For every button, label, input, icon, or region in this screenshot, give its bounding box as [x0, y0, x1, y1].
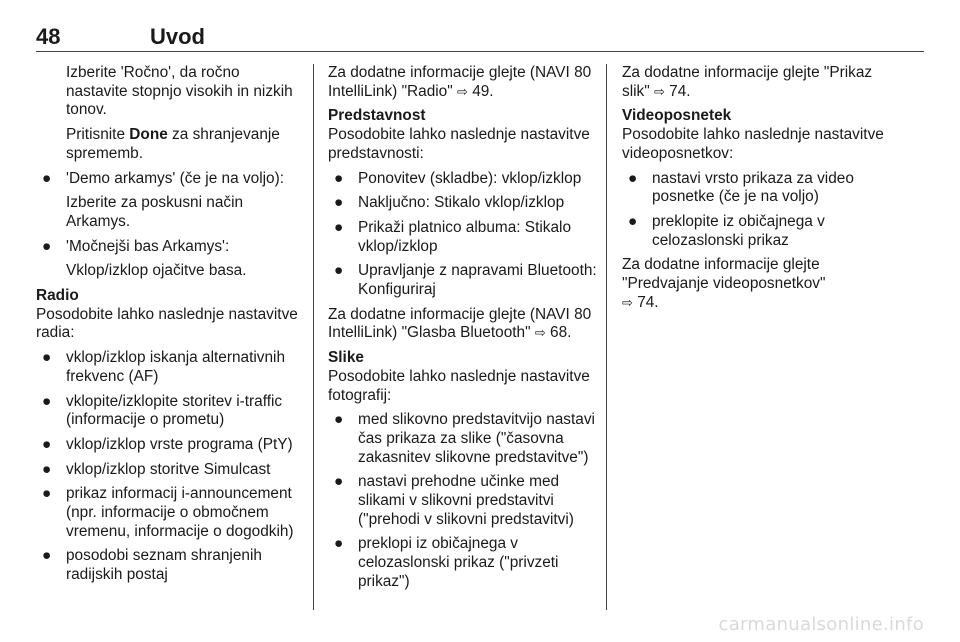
list-item: ● Upravljanje z napravami Bluetooth: Konfiguriraj — [334, 262, 597, 299]
section-heading-pictures: Slike — [328, 349, 364, 367]
bullet-icon: ● — [334, 535, 344, 553]
list-item: ● Prikaži platnico albuma: Stikalo vklop/izklop — [334, 218, 572, 255]
page-ref-arrow-icon: ⇨ — [457, 83, 468, 99]
media-intro: Posodobite lahko naslednje nastavitve predstavnosti: — [328, 126, 590, 162]
bullet-icon: ● — [42, 392, 52, 410]
bullet-icon: ● — [334, 411, 344, 429]
bullet-icon: ● — [334, 473, 344, 491]
page-number: 48 — [36, 24, 61, 49]
list-item: ● vklop/izklop vrste programa (PtY) — [42, 435, 293, 453]
bullet-icon: ● — [42, 349, 52, 367]
video-playback-reference: Za dodatne informacije glejte "Predvajanje videoposnetkov" ⇨ 74. — [622, 256, 826, 311]
bullet-icon: ● — [334, 194, 344, 212]
list-item: ● vklop/izklop storitve Simulcast — [42, 460, 271, 478]
list-item: ● 'Močnejši bas Arkamys': — [42, 237, 230, 255]
media-settings-list — [328, 170, 598, 300]
page-ref-arrow-icon: ⇨ — [622, 294, 633, 310]
list-item: ● preklopi iz običajnega v celozaslonski prikaz ("privzeti prikaz") — [334, 535, 559, 590]
arkamys-list — [36, 170, 304, 189]
list-item: ● 'Demo arkamys' (če je na voljo): — [42, 169, 284, 187]
radio-reference: Za dodatne informacije glejte (NAVI 80 IntelliLink) "Radio" ⇨ 49. — [328, 64, 592, 100]
column-3 — [622, 64, 894, 312]
list-item: ● Ponovitev (skladbe): vklop/izklop — [334, 169, 582, 187]
column-divider — [606, 64, 607, 610]
section-heading-media: Predstavnost — [328, 107, 426, 125]
column-2 — [328, 64, 598, 592]
section-heading-radio: Radio — [36, 287, 79, 305]
list-item: ● vklop/izklop iskanja alternativnih frekvenc (AF) — [42, 349, 286, 385]
pictures-intro: Posodobite lahko naslednje nastavitve fotografij: — [328, 367, 590, 404]
bullet-icon: ● — [42, 237, 52, 255]
bluetooth-music-reference: Za dodatne informacije glejte (NAVI 80 IntelliLink) "Glasba Bluetooth" ⇨ 68. — [328, 305, 592, 342]
paragraph-done: Pritisnite Done za shranjevanje sprememb. — [66, 126, 280, 162]
bullet-icon: ● — [42, 435, 52, 453]
picture-view-reference: Za dodatne informacije glejte "Prikaz slik" ⇨ 74. — [622, 64, 873, 100]
list-item: ● preklopite iz običajnega v celozaslonski prikaz — [628, 212, 825, 249]
bullet-icon: ● — [628, 169, 638, 187]
page-ref-arrow-icon: ⇨ — [534, 325, 546, 341]
list-item: ● prikaz informacij i-announcement (npr. informacije o območnem vremenu, informacije o dogodkih) — [42, 485, 294, 540]
watermark: carmanualsonline.info — [718, 614, 924, 635]
list-item: ● posodobi seznam shranjenih radijskih postaj — [42, 547, 262, 584]
list-item: ● nastavi vrsto prikaza za video posnetke (če je na voljo) — [628, 169, 854, 206]
bullet-icon: ● — [42, 547, 52, 565]
bass-list — [36, 238, 304, 257]
list-item: ● Naključno: Stikalo vklop/izklop — [334, 194, 565, 212]
done-keyword: Done — [129, 126, 168, 144]
list-item: ● med slikovno predstavitvijo nastavi čas prikaza za slike ("časovna zakasnitev slikovne predstavitve") — [334, 411, 595, 466]
paragraph-demo-arkamys: Izberite za poskusni način Arkamys. — [66, 194, 244, 230]
chapter-title: Uvod — [150, 24, 205, 49]
page-ref-arrow-icon: ⇨ — [653, 83, 665, 99]
list-item: ● vklopite/izklopite storitev i-traffic (informacije o prometu) — [42, 392, 283, 429]
bullet-icon: ● — [42, 169, 52, 187]
page-header — [36, 24, 924, 50]
bullet-icon: ● — [628, 212, 638, 230]
section-heading-video: Videoposnetek — [622, 107, 732, 125]
bullet-icon: ● — [42, 460, 52, 478]
video-intro: Posodobite lahko naslednje nastavitve videoposnetkov: — [622, 126, 884, 162]
paragraph-tone-manual: Izberite 'Ročno', da ročno nastavite stopnjo visokih in nizkih tonov. — [66, 64, 293, 119]
bullet-icon: ● — [42, 485, 52, 503]
header-divider — [36, 51, 924, 52]
paragraph-bass: Vklop/izklop ojačitve basa. — [66, 262, 247, 280]
column-divider — [313, 64, 314, 610]
radio-settings-list — [36, 349, 304, 585]
list-item: ● nastavi prehodne učinke med slikami v slikovni predstavitvi ("prehodi v slikovni predstavitvi) — [334, 473, 574, 528]
bullet-icon: ● — [334, 218, 344, 236]
radio-intro: Posodobite lahko naslednje nastavitve radia: — [36, 305, 298, 342]
video-settings-list — [622, 170, 894, 251]
bullet-icon: ● — [334, 262, 344, 280]
bullet-icon: ● — [334, 169, 344, 187]
pictures-settings-list — [328, 411, 598, 591]
column-1 — [36, 64, 304, 585]
